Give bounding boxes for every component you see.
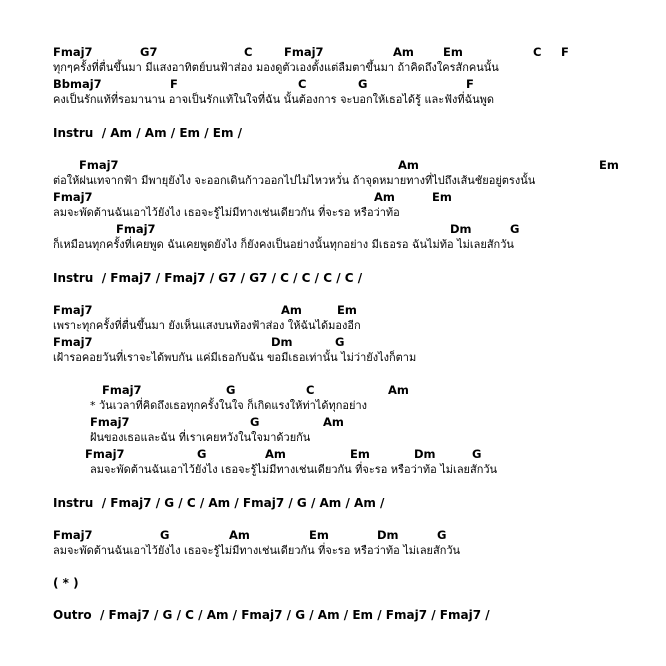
chord-symbol: Em [432,190,452,204]
lyric-line [0,398,666,414]
chord-line [0,527,666,543]
chord-line [0,221,666,237]
chord-symbol: Bbmaj7 [53,77,102,91]
lyric-line [0,173,666,189]
lyric-line [0,60,666,76]
lyric-line [0,318,666,334]
chord-symbol: G [335,335,345,349]
lyric-line [0,543,666,559]
chord-symbol: Am [229,528,250,542]
instrumental-line [0,270,666,286]
instrumental-line [0,495,666,511]
lyric-text: เฝ้ารอคอยวันที่เราจะได้พบกัน แค่มีเธอกับฉัน ขอมีเธอเท่านั้น ไม่ว่ายังไงก็ตาม [53,351,417,364]
chord-symbol: G [250,415,260,429]
chord-line [0,157,666,173]
chord-symbol: Am [393,45,414,59]
chord-symbol: Dm [271,335,293,349]
chord-line [0,189,666,205]
repeat-chorus-marker: ( * ) [53,576,79,590]
chord-symbol: G [358,77,368,91]
chord-symbol: G [160,528,170,542]
chord-symbol: G [472,447,482,461]
chord-line [0,44,666,60]
lyric-line [0,205,666,221]
lyric-text: ต่อให้ฝนเทจากฟ้า มีพายุยังไง จะออกเดินก้าวออกไปไม่ไหวหวั่น ถ้าจุดหมายทางที่ไปถึงเส้นชัยอยู่ตรงนั้น [53,174,536,187]
lyric-line [0,430,666,446]
instrumental-progression: Instru / Fmaj7 / G / C / Am / Fmaj7 / G / Am / Am / [53,496,385,510]
chord-symbol: Fmaj7 [284,45,324,59]
chord-symbol: C [306,383,315,397]
chord-symbol: Am [388,383,409,397]
chord-symbol: Am [281,303,302,317]
lyric-text: คงเป็นรักแท้ที่รอมานาน อาจเป็นรักแท้ในใจที่ฉัน นั้นต้องการ จะบอกให้เธอได้รู้ และฟังที่ฉันพูด [53,93,495,106]
chord-line [0,382,666,398]
chord-symbol: F [466,77,474,91]
outro-line [0,607,666,623]
chord-symbol: F [561,45,569,59]
chord-symbol: Em [443,45,463,59]
chord-symbol: Am [374,190,395,204]
chord-symbol: Fmaj7 [53,528,93,542]
chord-symbol: G [226,383,236,397]
chord-line [0,76,666,92]
lyric-text: ทุกๆครั้งที่ตื่นขึ้นมา มีแสงอาทิตย์บนฟ้าส่อง มองดูตัวเองตั้งแต่ลืมตาขึ้นมา ถ้าคิดถึงใครสักคนนั้น [53,61,499,74]
chord-symbol: Em [337,303,357,317]
chord-symbol: Fmaj7 [53,190,93,204]
lyric-text: ลมจะพัดต้านฉันเอาไว้ยังไง เธอจะรู้ไม่มีทางเช่นเดียวกัน ที่จะรอ หรือว่าท้อ [53,206,400,219]
chord-symbol: F [170,77,178,91]
chord-symbol: Fmaj7 [53,303,93,317]
chord-symbol: G [197,447,207,461]
instrumental-line [0,125,666,141]
chord-symbol: Am [398,158,419,172]
instrumental-progression: Instru / Fmaj7 / Fmaj7 / G7 / G7 / C / C / C / C / [53,271,363,285]
chord-symbol: C [298,77,307,91]
chord-symbol: Dm [377,528,399,542]
chord-line [0,334,666,350]
lyric-line [0,237,666,253]
lyric-text: ก็เหมือนทุกครั้งที่เคยพูด ฉันเคยพูดยังไง ก็ยังคงเป็นอย่างนั้นทุกอย่าง มีเธอรอ ฉันไม่ท้อ ไม่เลยสักวัน [53,238,514,251]
chord-symbol: C [533,45,542,59]
chord-line [0,446,666,462]
lyric-line [0,462,666,478]
chord-line [0,302,666,318]
chord-symbol: Dm [414,447,436,461]
chord-symbol: Am [265,447,286,461]
chord-symbol: G [437,528,447,542]
lyric-line [0,350,666,366]
lyric-line [0,92,666,108]
chord-symbol: Em [350,447,370,461]
chord-symbol: Fmaj7 [85,447,125,461]
chord-symbol: Dm [450,222,472,236]
chord-symbol: G [510,222,520,236]
chord-symbol: Am [323,415,344,429]
chord-symbol: Fmaj7 [116,222,156,236]
lyric-text: เพราะทุกครั้งที่ตื่นขึ้นมา ยังเห็นแสงบนท้องฟ้าส่อง ให้ฉันได้มองอีก [53,319,361,332]
chord-symbol: Em [599,158,619,172]
lyric-text: * วันเวลาที่คิดถึงเธอทุกครั้งในใจ ก็เกิดแรงให้ท่าได้ทุกอย่าง [90,399,367,412]
chord-symbol: Fmaj7 [90,415,130,429]
lyric-text: ลมจะพัดต้านฉันเอาไว้ยังไง เธอจะรู้ไม่มีทางเช่นเดียวกัน ที่จะรอ หรือว่าท้อ ไม่เลยสักวัน [90,463,498,476]
outro-progression: Outro / Fmaj7 / G / C / Am / Fmaj7 / G / Am / Em / Fmaj7 / Fmaj7 / [53,608,490,622]
chord-symbol: Fmaj7 [79,158,119,172]
chord-symbol: C [244,45,253,59]
chord-symbol: Em [309,528,329,542]
chord-symbol: G7 [140,45,158,59]
lyric-text: ลมจะพัดต้านฉันเอาไว้ยังไง เธอจะรู้ไม่มีทางเช่นเดียวกัน ที่จะรอ หรือว่าท้อ ไม่เลยสักวัน [53,544,461,557]
chord-symbol: Fmaj7 [53,335,93,349]
chord-symbol: Fmaj7 [102,383,142,397]
instrumental-progression: Instru / Am / Am / Em / Em / [53,126,243,140]
chord-line [0,414,666,430]
chord-symbol: Fmaj7 [53,45,93,59]
repeat-marker [0,575,666,591]
lyric-text: ฝันของเธอและฉัน ที่เราเคยหวังในใจมาด้วยกัน [90,431,311,444]
